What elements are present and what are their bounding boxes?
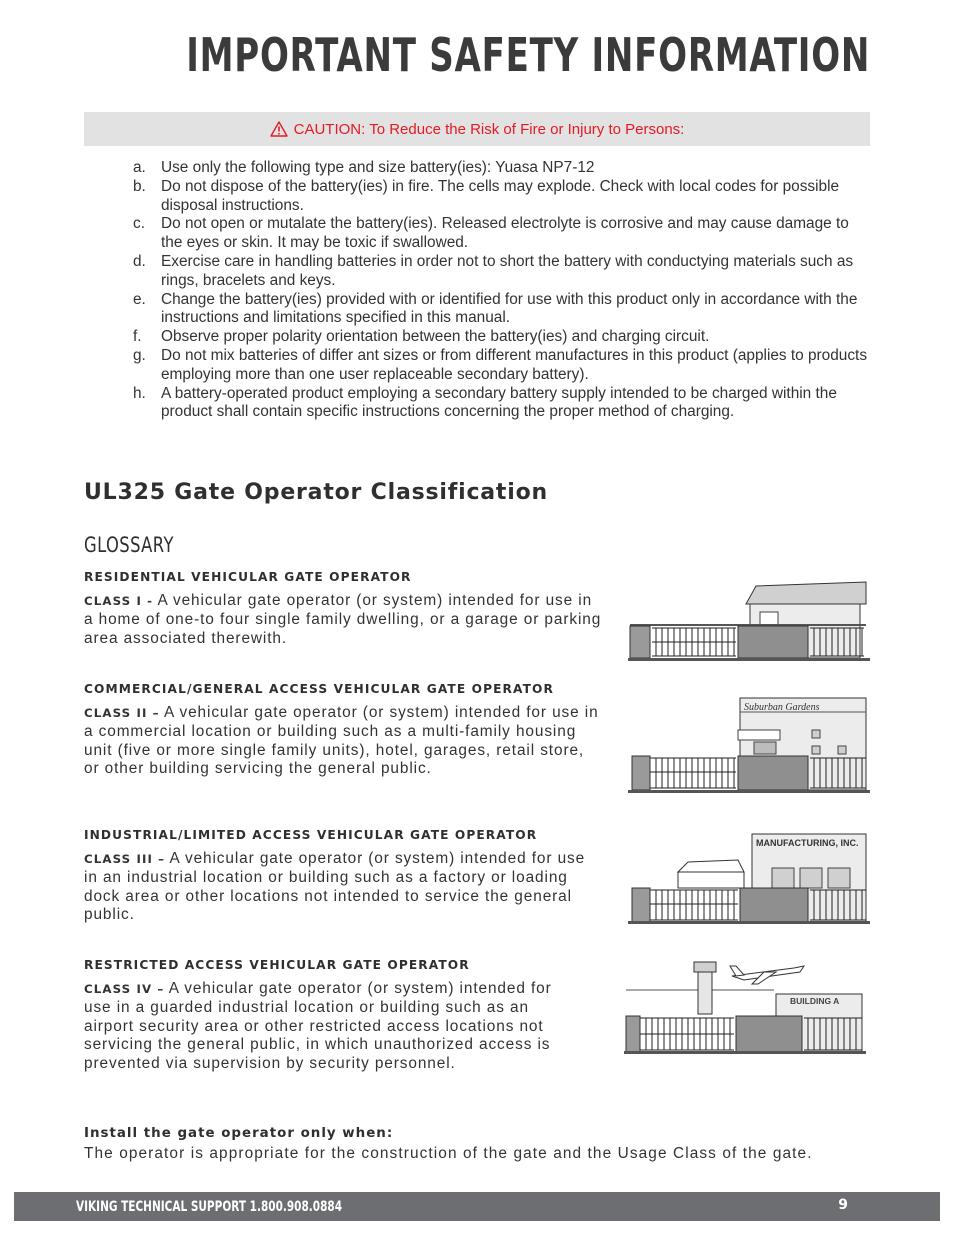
list-letter: b. <box>133 177 146 195</box>
list-text: Do not dispose of the battery(ies) in fire. The cells may explode. Check with local codes for possible disposal instructions. <box>161 177 840 214</box>
building-a-sign: BUILDING A <box>790 996 840 1006</box>
list-letter: d. <box>133 252 146 270</box>
class-text: A vehicular gate operator (or system) intended for use in an industrial location or building such as a factory or loading dock area or other locations not intended to service the general public. <box>84 850 586 924</box>
section-heading: UL325 Gate Operator Classification <box>84 480 548 505</box>
class-description <box>84 704 604 779</box>
list-text: Use only the following type and size battery(ies): Yuasa NP7-12 <box>161 159 595 176</box>
industrial-gate-illustration <box>628 832 870 924</box>
list-text: Change the battery(ies) provided with or identified for use with this product only in accordance with the instructions and limitations specified in this manual. <box>161 290 858 327</box>
battery-instructions-list <box>133 159 873 422</box>
list-text: Exercise care in handling batteries in order not to short the battery with conductying materials such as rings, bracelets and keys. <box>161 252 854 289</box>
list-item <box>133 159 873 178</box>
class-label: CLASS IV – <box>84 982 165 996</box>
list-letter: e. <box>133 290 146 308</box>
class-text: A vehicular gate operator (or system) intended for use in a commercial location or building such as a multi-family housing unit (five or more single family units), hotel, garages, retail store, or other building servicing the general public. <box>84 704 599 778</box>
list-letter: g. <box>133 346 146 364</box>
class-text: A vehicular gate operator (or system) intended for use in a guarded industrial location or building such as an airport security area or other restricted access locations not servicing the general public, in which unauthorized access is prevented via supervision by security personnel. <box>84 980 552 1073</box>
class-title: RESTRICTED ACCESS VEHICULAR GATE OPERATOR <box>84 958 470 972</box>
suburban-gardens-sign: Suburban Gardens <box>744 702 820 713</box>
list-item <box>133 253 873 291</box>
class-1-block <box>84 570 604 648</box>
class-description <box>84 980 584 1074</box>
class-label: CLASS II – <box>84 706 160 720</box>
list-item <box>133 215 873 253</box>
restricted-gate-illustration <box>624 956 866 1056</box>
install-text: The operator is appropriate for the construction of the gate and the Usage Class of the gate. <box>84 1145 813 1162</box>
caution-banner <box>84 112 870 146</box>
warning-triangle-icon <box>270 121 288 137</box>
class-description <box>84 850 604 925</box>
class-4-block <box>84 958 584 1074</box>
airplane-icon <box>730 966 804 984</box>
class-2-block <box>84 682 604 779</box>
class-text: A vehicular gate operator (or system) intended for use in a home of one-to four single family dwelling, or a garage or parking area associated therewith. <box>84 592 602 647</box>
class-3-block <box>84 828 604 925</box>
list-item <box>133 347 873 385</box>
list-item <box>133 178 873 216</box>
class-title: COMMERCIAL/GENERAL ACCESS VEHICULAR GATE OPERATOR <box>84 682 554 696</box>
page-number: 9 <box>838 1197 848 1213</box>
list-text: Do not open or mutalate the battery(ies). Released electrolyte is corrosive and may cause damage to the eyes or skin. It may be toxic if swallowed. <box>161 215 849 252</box>
footer-bar <box>14 1192 940 1221</box>
residential-gate-illustration <box>628 580 870 662</box>
list-item <box>133 328 873 347</box>
list-letter: c. <box>133 215 145 233</box>
footer-support-text: VIKING TECHNICAL SUPPORT 1.800.908.0884 <box>76 1199 343 1215</box>
class-label: CLASS III – <box>84 852 166 866</box>
manufacturing-sign: MANUFACTURING, INC. <box>756 838 859 848</box>
list-letter: h. <box>133 384 146 402</box>
list-item <box>133 385 873 423</box>
page-title: IMPORTANT SAFETY INFORMATION <box>186 28 870 82</box>
list-item <box>133 291 873 329</box>
class-title: RESIDENTIAL VEHICULAR GATE OPERATOR <box>84 570 412 584</box>
glossary-heading: GLOSSARY <box>84 533 174 557</box>
list-text: A battery-operated product employing a secondary battery supply intended to be charged within the product shall contain specific instructions concerning the proper method of charging. <box>161 384 837 421</box>
list-text: Do not mix batteries of differ ant sizes or from different manufactures in this product (applies to products employing more than one user replaceable secondary battery). <box>161 346 868 383</box>
install-heading: Install the gate operator only when: <box>84 1126 394 1141</box>
list-letter: a. <box>133 159 146 176</box>
commercial-gate-illustration <box>628 696 870 794</box>
list-text: Observe proper polarity orientation between the battery(ies) and charging circuit. <box>161 328 710 346</box>
class-label: CLASS I - <box>84 594 154 608</box>
list-letter: f. <box>133 328 142 346</box>
class-description <box>84 592 604 648</box>
caution-text: CAUTION: To Reduce the Risk of Fire or Injury to Persons: <box>293 120 685 138</box>
class-title: INDUSTRIAL/LIMITED ACCESS VEHICULAR GATE OPERATOR <box>84 828 538 842</box>
